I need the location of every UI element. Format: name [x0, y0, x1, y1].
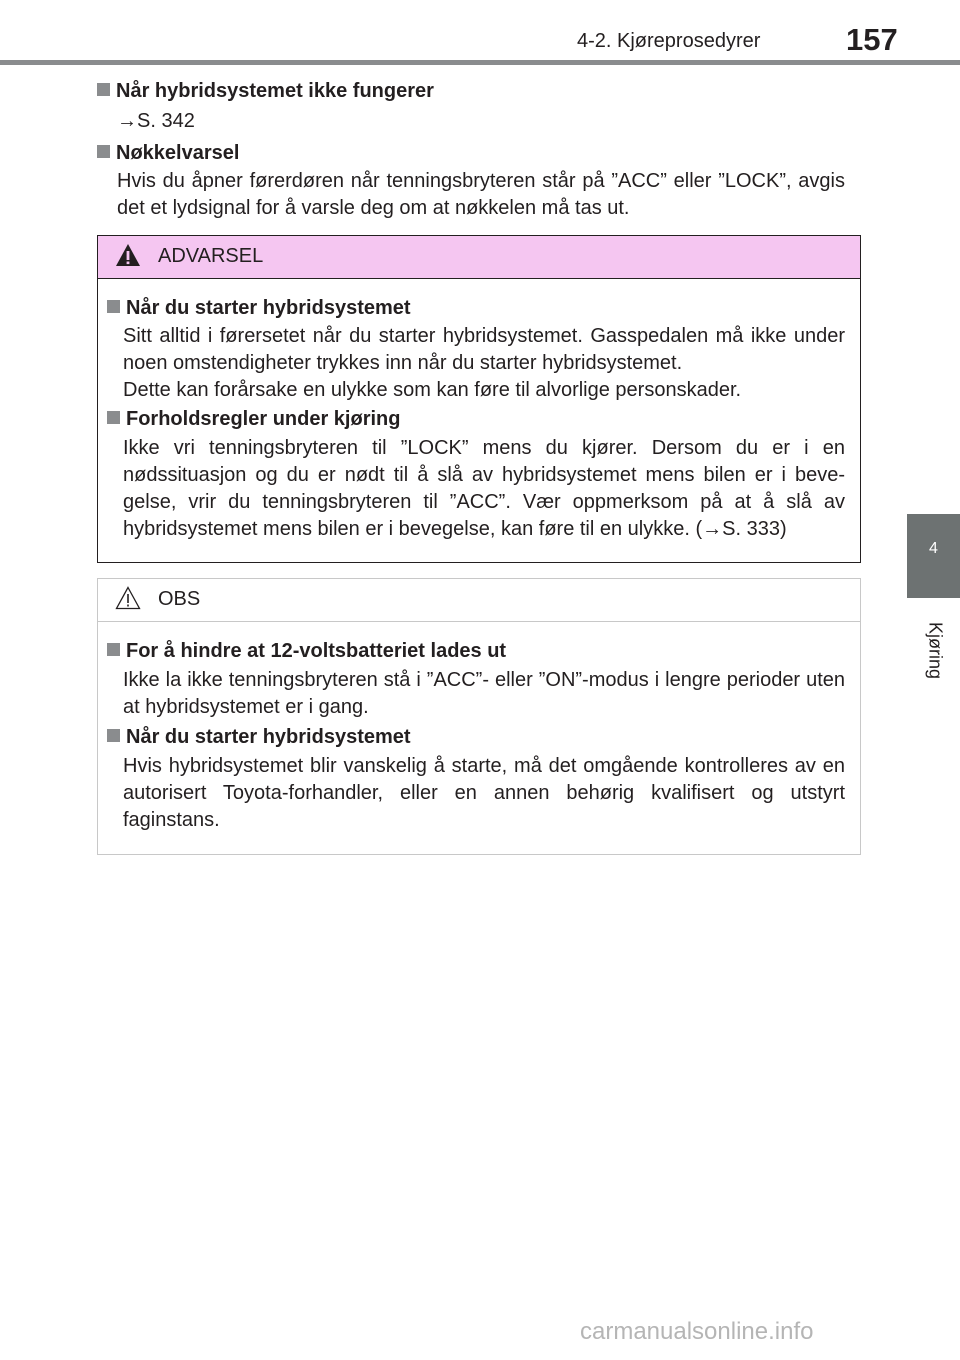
section-body [117, 168, 845, 222]
caution-triangle-icon [115, 586, 141, 610]
chapter-number: 4 [929, 540, 938, 557]
square-bullet-icon [97, 145, 110, 158]
notice-paragraph: Hvis hybridsystemet blir vanskelig å starte, må det omgående kontrolleres av en autorisert Toyota-forhandler, eller en annen behørig kvalifisert og utstyrt faginstans. [123, 755, 845, 831]
warning-item-heading [107, 408, 400, 431]
section-paragraph: Hvis du åpner førerdøren når tenningsbryteren står på ”ACC” eller ”LOCK”, avgis det et lydsignal for å varsle deg om at nøkkelen må tas ut. [117, 170, 845, 219]
header-divider [0, 60, 960, 65]
page-header [0, 0, 960, 62]
chapter-label: Kjøring [925, 621, 946, 679]
warning-paragraph: Dette kan forårsake en ulykke som kan føre til alvorlige personskader. [123, 379, 742, 401]
page-number: 157 [846, 22, 898, 57]
square-bullet-icon [107, 643, 120, 656]
warning-paragraph: Ikke vri tenningsbryteren til ”LOCK” mens du kjører. Dersom du er i en nødssituasjon og du er nødt til å slå av hybridsystemet mens bilen er i beve-gelse, vrir du tenningsbryteren til ”ACC”. Vær oppmerksom på at å slå av hybridsystemet mens bilen er i bevegelse, kan føre til en ulykke. (→S. 333) [123, 437, 845, 540]
square-bullet-icon [107, 411, 120, 424]
cross-reference [117, 108, 845, 135]
notice-item-heading [107, 726, 411, 749]
notice-item-body [123, 753, 845, 834]
warning-paragraph: Sitt alltid i førersetet når du starter hybridsystemet. Gasspedalen må ikke under noen omstendigheter trykkes inn når du starter hybridsystemet. [123, 325, 845, 374]
section-heading-text: Når hybridsystemet ikke fungerer [116, 80, 434, 102]
chapter-tab[interactable] [907, 514, 960, 598]
watermark: carmanualsonline.info [580, 1318, 814, 1345]
section-heading-text: Nøkkelvarsel [116, 142, 240, 164]
warning-header [98, 236, 860, 279]
notice-item-body [123, 667, 845, 721]
section-heading [97, 142, 239, 165]
square-bullet-icon [107, 729, 120, 742]
warning-title: ADVARSEL [158, 245, 264, 267]
notice-item-heading [107, 640, 506, 663]
notice-item-heading-text: For å hindre at 12-voltsbatteriet lades ut [126, 640, 507, 662]
section-title: 4-2. Kjøreprosedyrer [577, 30, 761, 52]
warning-box [97, 235, 861, 563]
cross-reference-text: →S. 342 [117, 110, 195, 132]
notice-paragraph: Ikke la ikke tenningsbryteren stå i ”ACC”- eller ”ON”-modus i lengre perioder uten at hybridsystemet er i gang. [123, 669, 845, 718]
notice-title: OBS [158, 588, 201, 610]
notice-item-heading-text: Når du starter hybridsystemet [126, 726, 411, 748]
warning-item-heading-text: Når du starter hybridsystemet [126, 297, 411, 319]
section-heading [97, 80, 434, 103]
warning-triangle-icon [115, 243, 141, 267]
warning-item-body [123, 323, 845, 404]
warning-item-heading-text: Forholdsregler under kjøring [126, 408, 401, 430]
notice-header [98, 579, 860, 622]
warning-item-body [123, 435, 845, 543]
notice-box [97, 578, 861, 855]
square-bullet-icon [107, 300, 120, 313]
warning-item-heading [107, 297, 411, 320]
square-bullet-icon [97, 83, 110, 96]
